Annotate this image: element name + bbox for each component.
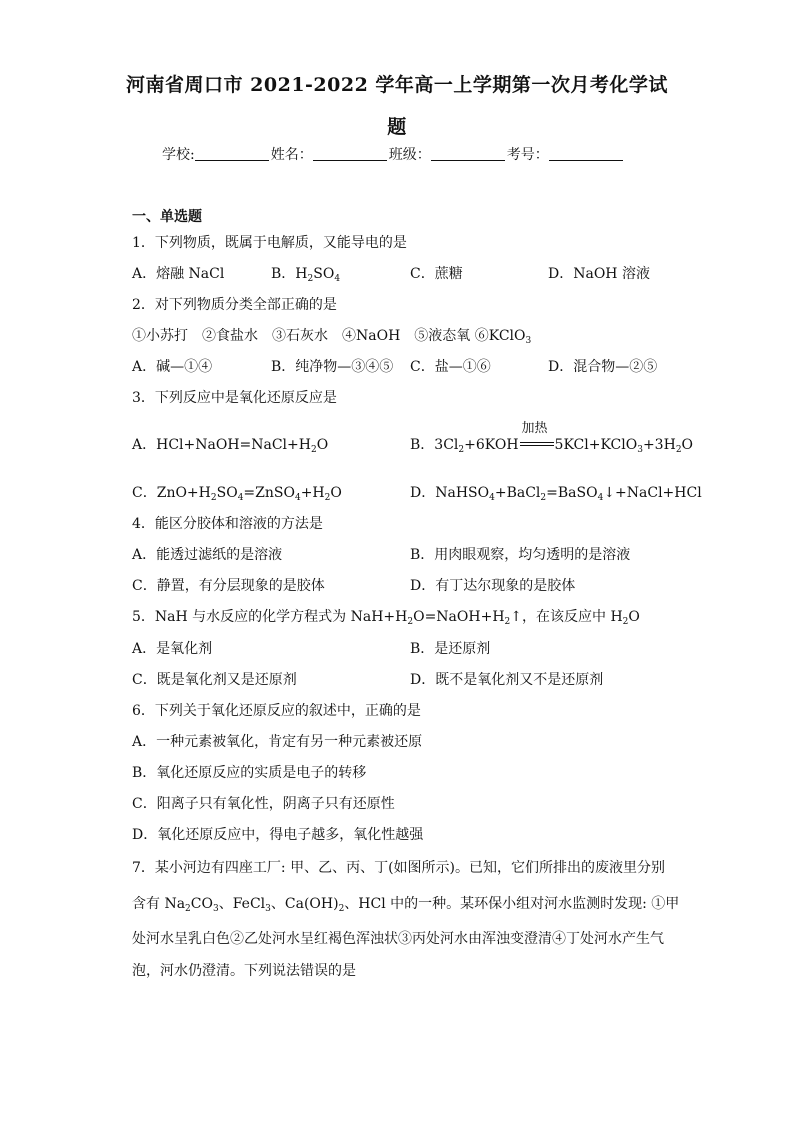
name-blank (313, 146, 387, 161)
q6-option-d: D．氧化还原反应中，得电子越多，氧化性越强 (132, 827, 424, 843)
q5-option-a: A．是氧化剂 (132, 641, 213, 657)
question-7-line3: 处河水呈乳白色②乙处河水呈红褐色浑浊状③丙处河水由浑浊变澄清④丁处河水产生气 (132, 931, 664, 947)
q5-option-c: C．既是氧化剂又是还原剂 (132, 672, 297, 688)
q2-option-b: B．纯净物—③④⑤ (271, 359, 394, 375)
q5-option-b: B．是还原剂 (410, 641, 491, 657)
q2-option-a: A．碱—①④ (132, 359, 213, 375)
name-label: 姓名： (270, 147, 313, 163)
section-heading: 一、单选题 (132, 209, 202, 225)
question-1-stem: 1．下列物质，既属于电解质，又能导电的是 (132, 235, 407, 251)
class-blank (431, 146, 505, 161)
exam-number-label: 考号： (506, 147, 549, 163)
class-label: 班级： (388, 147, 431, 163)
heating-condition-label: 加热 (521, 421, 548, 436)
q1-option-d: D．NaOH 溶液 (548, 266, 650, 282)
q1-option-a: A．熔融 NaCl (132, 266, 225, 282)
question-4-stem: 4．能区分胶体和溶液的方法是 (132, 516, 323, 532)
q4-option-c: C．静置，有分层现象的是胶体 (132, 578, 325, 594)
q3-option-c: C．$ZnO+H_2SO_4=ZnSO_4+H_2O$ (132, 485, 342, 503)
q3-option-b: B．$3Cl_2+6KOH$ 加热 $5KCl+KClO_3+3H_2O$ (410, 421, 694, 455)
q6-option-b: B．氧化还原反应的实质是电子的转移 (132, 765, 367, 781)
question-2-stem: 2．对下列物质分类全部正确的是 (132, 297, 337, 313)
q5-option-d: D．既不是氧化剂又不是还原剂 (410, 672, 604, 688)
heating-condition-sign (519, 421, 555, 454)
q4-option-b: B．用肉眼观察，均匀透明的是溶液 (410, 547, 631, 563)
q3-option-d: D．NaHSO$_4$+BaCl$_2$=BaSO$_4$↓+NaCl+HCl (410, 485, 702, 503)
q4-option-d: D．有丁达尔现象的是胶体 (410, 578, 576, 594)
question-6-stem: 6．下列关于氧化还原反应的叙述中，正确的是 (132, 703, 421, 719)
question-7-line4: 泡，河水仍澄清。下列说法错误的是 (132, 963, 356, 979)
q1-option-c: C．蔗糖 (410, 266, 463, 282)
exam-number-blank (549, 146, 623, 161)
q3-option-a: A．$HCl+NaOH=NaCl+H_2O$ (132, 437, 329, 455)
exam-title-line1: 河南省周口市 2021-2022 学年高一上学期第一次月考化学试 (126, 74, 668, 96)
exam-title-line2: 题 (387, 116, 407, 138)
q2-item-list: ①小苏打 ②食盐水 ③石灰水 ④NaOH ⑤液态氧 ⑥KClO$_3$ (132, 328, 532, 346)
q6-option-c: C．阳离子只有氧化性，阴离子只有还原性 (132, 796, 395, 812)
question-5-stem: 5．NaH 与水反应的化学方程式为 $NaH+H_2O=NaOH+H_2↑$，在该反应中 $H_2O$ (132, 609, 640, 627)
question-7-line2: 含有 $Na_2CO_3$、FeCl$_3$、$Ca(OH)_2$、HCl 中的一种。某环保小组对河水监测时发现: ①甲 (132, 896, 680, 914)
question-7-line1: 7．某小河边有四座工厂: 甲、乙、丙、丁(如图所示)。已知，它们所排出的废液里分别 (132, 860, 665, 876)
student-info-row (162, 144, 625, 164)
q2-option-d: D．混合物—②⑤ (548, 359, 658, 375)
q1-option-b: B．$H_2SO_4$ (271, 266, 341, 284)
q4-option-a: A．能透过滤纸的是溶液 (132, 547, 283, 563)
school-blank (195, 146, 269, 161)
question-3-stem: 3．下列反应中是氧化还原反应是 (132, 390, 337, 406)
q2-option-c: C．盐—①⑥ (410, 359, 491, 375)
school-label: 学校: (162, 147, 195, 163)
q6-option-a: A．一种元素被氧化，肯定有另一种元素被还原 (132, 734, 423, 750)
